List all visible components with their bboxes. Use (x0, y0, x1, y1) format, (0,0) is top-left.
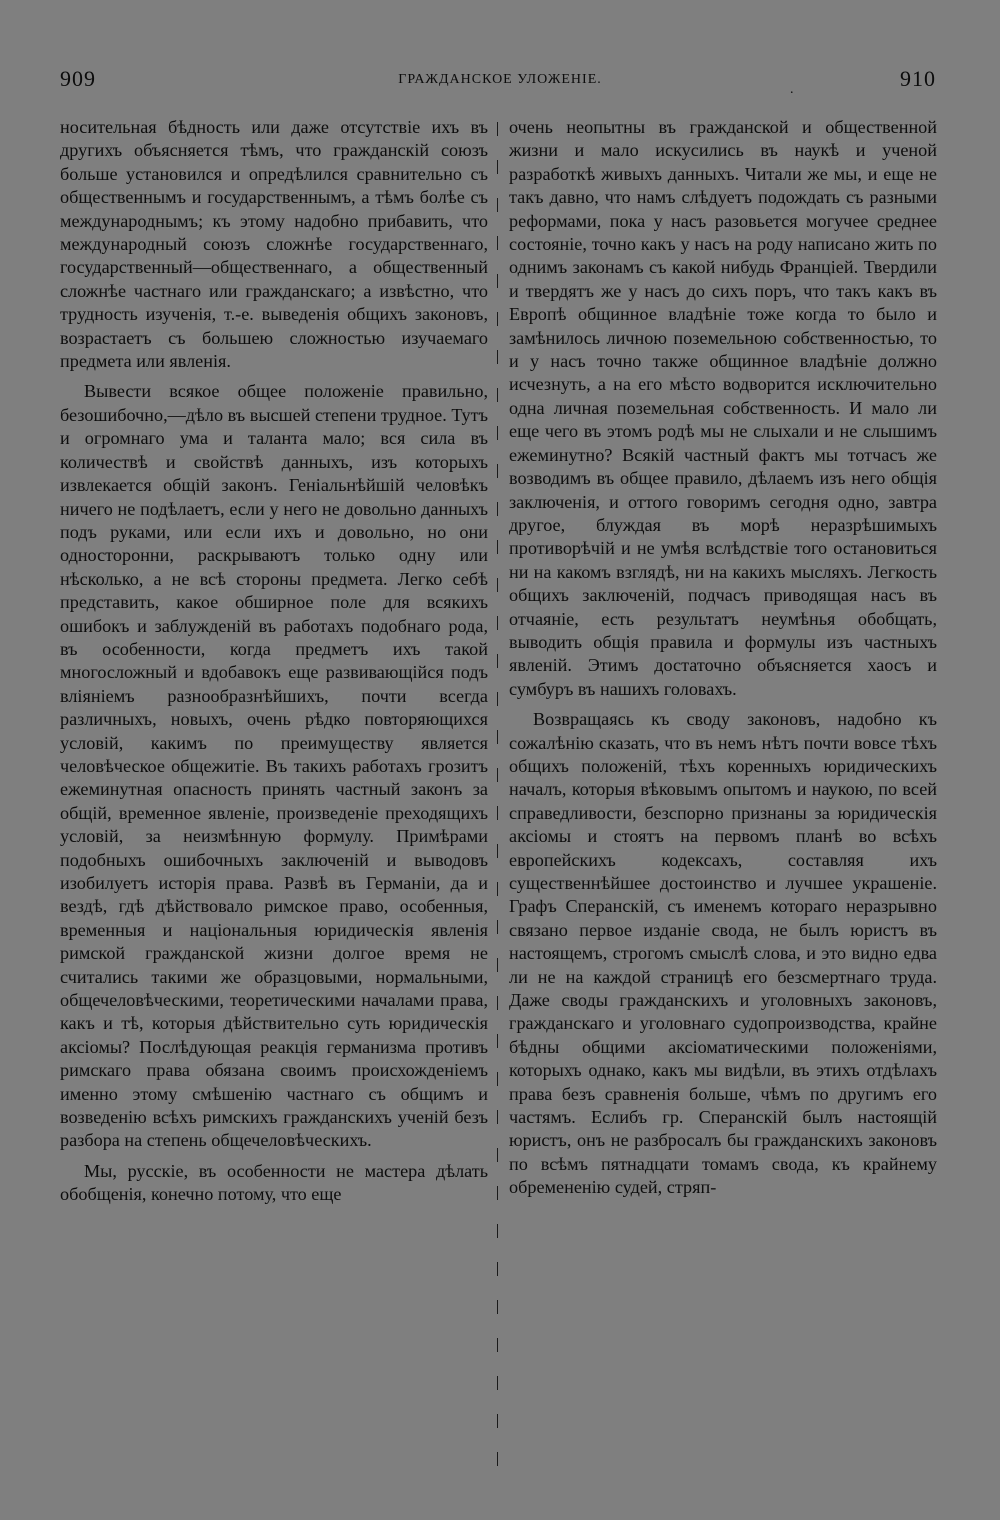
paragraph: очень неопытны въ гражданской и общественной жизни и мало искусились въ наукѣ и ученой разработкѣ живыхъ данныхъ. Читали же мы, и еще не такъ давно, что намъ слѣдуетъ подождать съ разными реформами, пока у насъ разовьется могучее среднее состояніе, точно какъ у насъ на роду написано жить по однимъ законамъ съ какой нибудь Франціей. Твердили и твердятъ же у насъ до сихъ поръ, что такъ какъ въ Европѣ общинное владѣніе тоже когда то было и замѣнилось личною поземельною собственностью, то и у насъ точно также общинное владѣніе должно исчезнуть, а на его мѣсто водворится исключительно одна личная поземельная собственность. И мало ли еще чего въ этомъ родѣ мы не слыхали и не слышимъ ежеминутно? Всякій частный фактъ мы тотчасъ же возводимъ въ общее правило, дѣлаемъ изъ него общія заключенія, и оттого говоримъ сегодня одно, завтра другое, блуждая въ морѣ неразрѣшимыхъ противорѣчій и не умѣя вслѣдствіе того остановиться ни на какомъ взглядѣ, ни на какихъ мысляхъ. Легкость общихъ заключеній, подчасъ приводящая насъ въ отчаяніе, есть результатъ неумѣнья обобщать, выводить общія правила и формулы изъ частныхъ явленій. Этимъ достаточно объясняется хаосъ и сумбуръ въ нашихъ головахъ. (509, 117, 937, 699)
paragraph: Вывести всякое общее положеніе правильно, безошибочно,—дѣло въ высшей степени трудное. Тутъ и огромнаго ума и таланта мало; вся сила въ количествѣ и свойствѣ данныхъ, изъ которыхъ извлекается общій законъ. Геніальнѣйшій человѣкъ ничего не подѣлаетъ, если у него не довольно данныхъ подъ руками, или если ихъ и довольно, но они односторонни, раскрываютъ только одну или нѣсколько, а не всѣ стороны предмета. Легко себѣ представить, какое обширное поле для всякихъ ошибокъ и заблужденій въ работахъ подобнаго рода, въ особенности, когда предметъ ихъ такой многосложный и вдобавокъ еще развивающійся подъ вліяніемъ разнообразнѣйшихъ, почти всегда различныхъ, новыхъ, очень рѣдко повторяющихся условій, какимъ по преимуществу является человѣческое общежитіе. Въ такихъ работахъ грозитъ ежеминутная опасность принять частный законъ за общій, временное явленіе, произведеніе преходящихъ условій, за неизмѣнную формулу. Примѣрами подобныхъ ошибочныхъ заключеній и выводовъ изобилуетъ исторія права. Развѣ въ Германіи, да и вездѣ, гдѣ дѣйствовало римское право, особенныя, временныя и національныя юридическія явленія римской гражданской жизни долгое время не считались такими же образцовыми, нормальными, общечеловѣческими, теоретическими началами права, какъ и тѣ, которыя дѣйствительно суть юридическія аксіомы? Послѣдующая реакція германизма противъ римскаго права обязана своимъ происхожденіемъ именно этому смѣшенію частнаго съ общимъ и возведенію всѣхъ римскихъ гражданскихъ ученій безъ разбора на степень общечеловѣческихъ. (60, 381, 488, 1151)
page-number-right: 910 (900, 66, 936, 91)
print-speck: . (790, 82, 794, 97)
paragraph: Мы, русскіе, въ особенности не мастера дѣлать обобщенія, конечно потому, что еще (60, 1160, 488, 1205)
running-title: ГРАЖДАНСКОЕ УЛОЖЕНІЕ. (398, 72, 602, 87)
paragraph: носительная бѣдность или даже отсутствіе ихъ въ другихъ объясняется тѣмъ, что гражданскій союзъ больше установился и опредѣлился сравнительно съ общественнымъ и государственнымъ, а тѣмъ болѣе съ международнымъ; къ этому надобно прибавить, что международный союзъ сложнѣе государственнаго, государственный—общественнаго, а общественный сложнѣе частнаго или гражданскаго; а извѣстно, что трудность изученія, т.-е. выведенія общихъ законовъ, возрастаетъ съ большею сложностью изучаемаго предмета или явленія. (60, 117, 488, 372)
right-column (509, 116, 937, 1200)
column-divider (497, 122, 498, 1467)
paragraph: Возвращаясь къ своду законовъ, надобно къ сожалѣнію сказать, что въ немъ нѣтъ почти вовсе тѣхъ общихъ положеній, тѣхъ коренныхъ юридическихъ началъ, которыя вѣковымъ опытомъ и наукою, по всей справедливости, безспорно признаны за юридическія аксіомы и стоятъ на первомъ планѣ во всѣхъ европейскихъ кодексахъ, составляя ихъ существеннѣйшее достоинство и лучшее украшеніе. Графъ Сперанскій, съ именемъ котораго неразрывно связано первое изданіе свода, не былъ юристъ въ настоящемъ, строгомъ смыслѣ слова, и это видно едва ли не на каждой страницѣ его безсмертнаго труда. Даже своды гражданскихъ и уголовныхъ законовъ, гражданскаго и уголовнаго судопроизводства, крайне бѣдны общими аксіоматическими положеніями, которыхъ однако, какъ мы видѣли, въ этихъ отдѣлахъ права безъ сравненія больше, чѣмъ по другимъ его частямъ. Еслибъ гр. Сперанскій былъ настоящій юристъ, онъ не разбросалъ бы гражданскихъ законовъ по всѣмъ пятнадцати томамъ свода, къ крайнему обремененію судей, стряп- (509, 709, 937, 1198)
running-header (60, 66, 940, 102)
left-column (60, 116, 488, 1207)
page-number-left: 909 (60, 66, 96, 91)
